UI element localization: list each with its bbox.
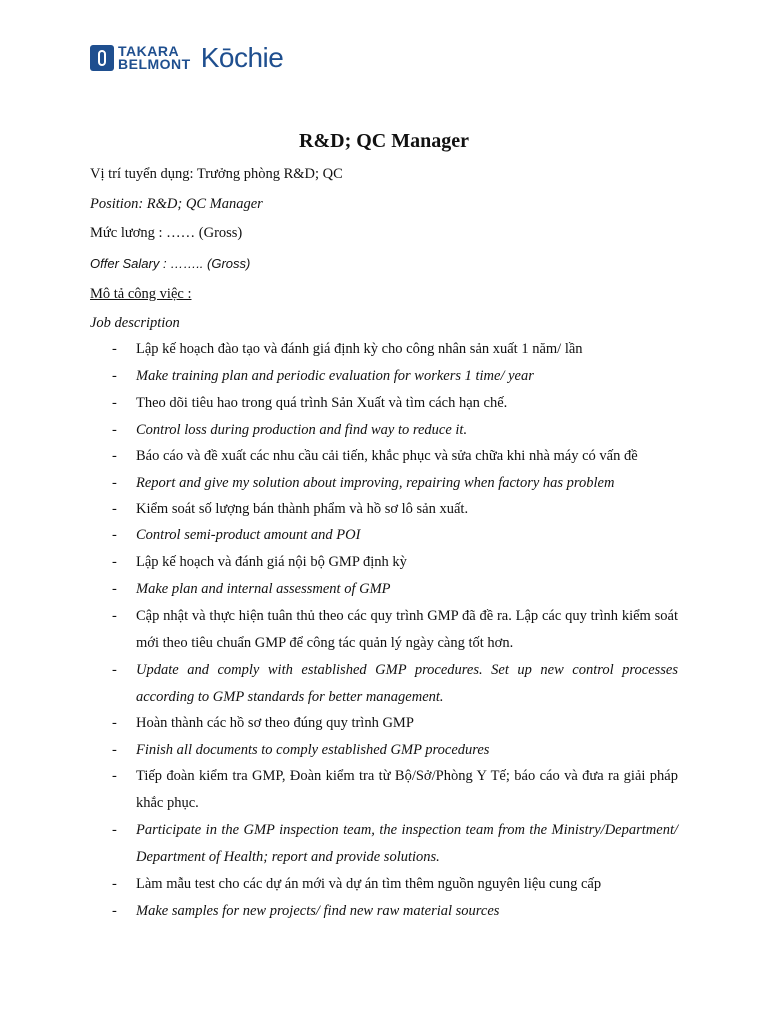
list-item [90,443,678,470]
list-item-text: Finish all documents to comply established GMP procedures [136,742,490,758]
list-item-text: Cập nhật và thực hiện tuân thủ theo các quy trình GMP đã đề ra. Lập các quy trình kiểm soát mới theo tiêu chuẩn GMP để công tác quản lý ngày càng tốt hơn. [136,608,678,651]
company-logo [90,42,283,74]
list-item-text: Theo dõi tiêu hao trong quá trình Sản Xuất và tìm cách hạn chế. [136,395,508,411]
list-item-text: Hoàn thành các hồ sơ theo đúng quy trình GMP [136,715,414,731]
list-item-text: Control semi-product amount and POI [136,527,361,543]
vi-salary-line: Mức lương : …… (Gross) [90,225,243,241]
bullet-dash: - [112,368,117,384]
bullet-dash: - [112,903,117,919]
list-item [90,763,678,817]
bullet-dash: - [112,876,117,892]
list-item [90,576,678,603]
list-item-text: Update and comply with established GMP procedures. Set up new control processes according to GMP standards for better management. [136,662,678,705]
list-item [90,336,678,363]
bullet-dash: - [112,742,117,758]
list-item-text: Control loss during production and find way to reduce it. [136,422,468,438]
list-item [90,817,678,871]
logo-line-2: BELMONT [118,56,191,72]
bullet-dash: - [112,768,117,784]
bullet-dash: - [112,715,117,731]
list-item [90,710,678,737]
list-item-text: Participate in the GMP inspection team, the inspection team from the Ministry/Department/ Department of Health; report and provide solutions. [136,822,678,865]
vi-job-description-heading: Mô tả công việc : [90,286,192,302]
list-item [90,871,678,898]
bullet-dash: - [112,448,117,464]
logo-line-1: TAKARA [118,43,180,59]
list-item [90,603,678,657]
list-item-text: Kiểm soát số lượng bán thành phẩm và hồ sơ lô sản xuất. [136,501,469,517]
list-item [90,390,678,417]
list-item [90,737,678,764]
document-title: R&D; QC Manager [299,130,469,152]
takara-belmont-logo-icon [90,45,114,71]
en-job-description-heading: Job description [90,315,180,331]
vi-position-line: Vị trí tuyển dụng: Trưởng phòng R&D; QC [90,166,343,182]
list-item [90,657,678,711]
list-item-text: Làm mẫu test cho các dự án mới và dự án tìm thêm nguồn nguyên liệu cung cấp [136,876,602,892]
list-item [90,470,678,497]
list-item [90,522,678,549]
list-item [90,898,678,925]
list-item [90,363,678,390]
list-item-text: Báo cáo và đề xuất các nhu cầu cải tiến, khắc phục và sửa chữa khi nhà máy có vấn đề [136,448,638,464]
list-item-text: Tiếp đoàn kiểm tra GMP, Đoàn kiểm tra từ Bộ/Sở/Phòng Y Tế; báo cáo và đưa ra giải pháp khắc phục. [136,768,678,811]
bullet-dash: - [112,554,117,570]
bullet-dash: - [112,662,117,678]
list-item [90,549,678,576]
list-item-text: Make training plan and periodic evaluation for workers 1 time/ year [136,368,534,384]
list-item-text: Lập kế hoạch đào tạo và đánh giá định kỳ cho công nhân sản xuất 1 năm/ lần [136,341,583,357]
bullet-dash: - [112,422,117,438]
bullet-dash: - [112,501,117,517]
list-item [90,496,678,523]
list-item-text: Lập kế hoạch và đánh giá nội bộ GMP định kỳ [136,554,407,570]
bullet-dash: - [112,822,117,838]
takara-belmont-wordmark [118,45,191,71]
list-item [90,417,678,444]
list-item-text: Make plan and internal assessment of GMP [136,581,391,597]
bullet-dash: - [112,581,117,597]
list-item-text: Report and give my solution about improving, repairing when factory has problem [136,475,615,491]
bullet-dash: - [112,475,117,491]
kochie-wordmark: Kōchie [200,42,284,73]
en-salary-line: Offer Salary : …….. (Gross) [90,256,251,271]
bullet-dash: - [112,608,117,624]
list-item-text: Make samples for new projects/ find new raw material sources [136,903,500,919]
en-position-line: Position: R&D; QC Manager [90,196,263,212]
bullet-dash: - [112,341,117,357]
bullet-dash: - [112,395,117,411]
bullet-dash: - [112,527,117,543]
